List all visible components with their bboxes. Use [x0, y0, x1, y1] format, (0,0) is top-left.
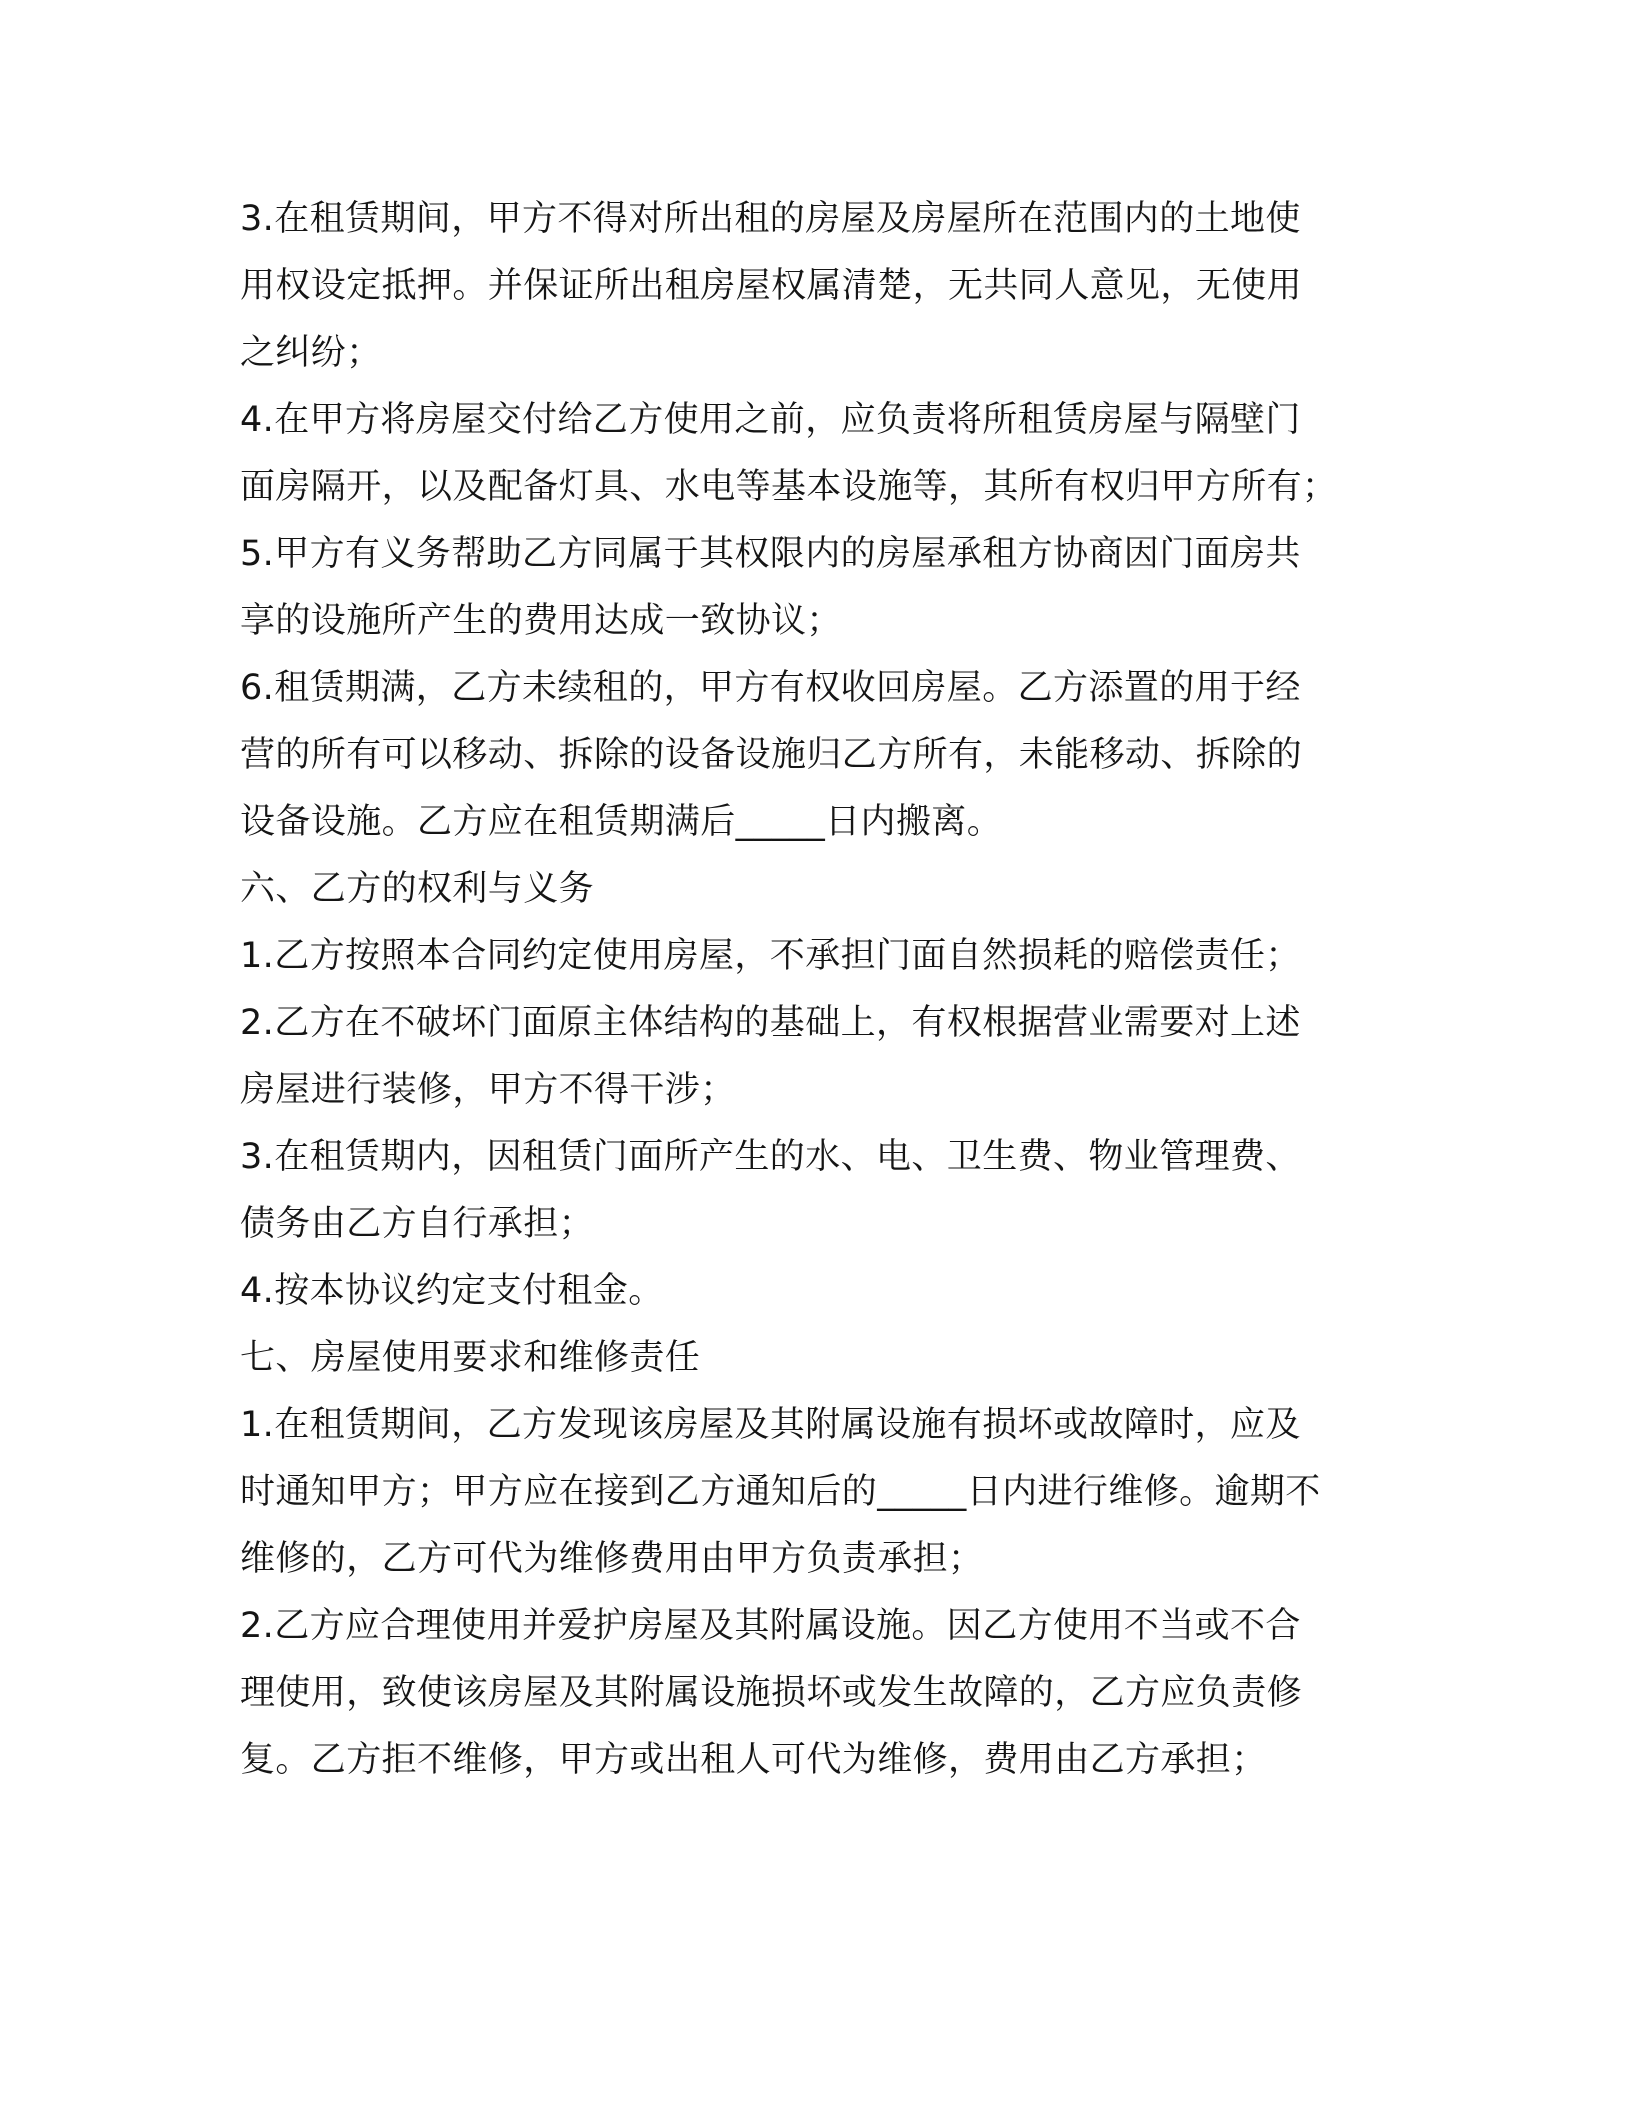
text-line: 面房隔开，以及配备灯具、水电等基本设施等，其所有权归甲方所有；: [240, 467, 1338, 507]
text-line: 3.在租赁期间，甲方不得对所出租的房屋及房屋所在范围内的土地使: [240, 199, 1301, 239]
text-line: 设备设施。乙方应在租赁期满后_____日内搬离。: [240, 802, 1003, 842]
text-line: 3.在租赁期内，因租赁门面所产生的水、电、卫生费、物业管理费、: [240, 1137, 1301, 1177]
section-heading: 六、乙方的权利与义务: [240, 869, 595, 909]
text-line: 5.甲方有义务帮助乙方同属于其权限内的房屋承租方协商因门面房共: [240, 534, 1301, 574]
text-line: 房屋进行装修，甲方不得干涉；: [240, 1070, 736, 1110]
document-body: [240, 186, 1400, 1794]
text-line: 时通知甲方；甲方应在接到乙方通知后的_____日内进行维修。逾期不: [240, 1472, 1321, 1512]
text-line: 4.按本协议约定支付租金。: [240, 1271, 664, 1311]
text-line: 用权设定抵押。并保证所出租房屋权属清楚，无共同人意见，无使用: [240, 266, 1303, 306]
text-line: 2.乙方在不破坏门面原主体结构的基础上，有权根据营业需要对上述: [240, 1003, 1301, 1043]
text-line: 4.在甲方将房屋交付给乙方使用之前，应负责将所租赁房屋与隔壁门: [240, 400, 1301, 440]
text-line: 营的所有可以移动、拆除的设备设施归乙方所有，未能移动、拆除的: [240, 735, 1303, 775]
text-line: 债务由乙方自行承担；: [240, 1204, 595, 1244]
section-heading: 七、房屋使用要求和维修责任: [240, 1338, 701, 1378]
text-line: 理使用，致使该房屋及其附属设施损坏或发生故障的，乙方应负责修: [240, 1673, 1303, 1713]
text-line: 1.乙方按照本合同约定使用房屋，不承担门面自然损耗的赔偿责任；: [240, 936, 1301, 976]
text-line: 复。乙方拒不维修，甲方或出租人可代为维修，费用由乙方承担；: [240, 1740, 1267, 1780]
text-line: 2.乙方应合理使用并爱护房屋及其附属设施。因乙方使用不当或不合: [240, 1606, 1301, 1646]
text-line: 维修的，乙方可代为维修费用由甲方负责承担；: [240, 1539, 984, 1579]
text-line: 6.租赁期满，乙方未续租的，甲方有权收回房屋。乙方添置的用于经: [240, 668, 1301, 708]
text-line: 享的设施所产生的费用达成一致协议；: [240, 601, 842, 641]
text-line: 1.在租赁期间，乙方发现该房屋及其附属设施有损坏或故障时，应及: [240, 1405, 1301, 1445]
text-line: 之纠纷；: [240, 333, 382, 373]
